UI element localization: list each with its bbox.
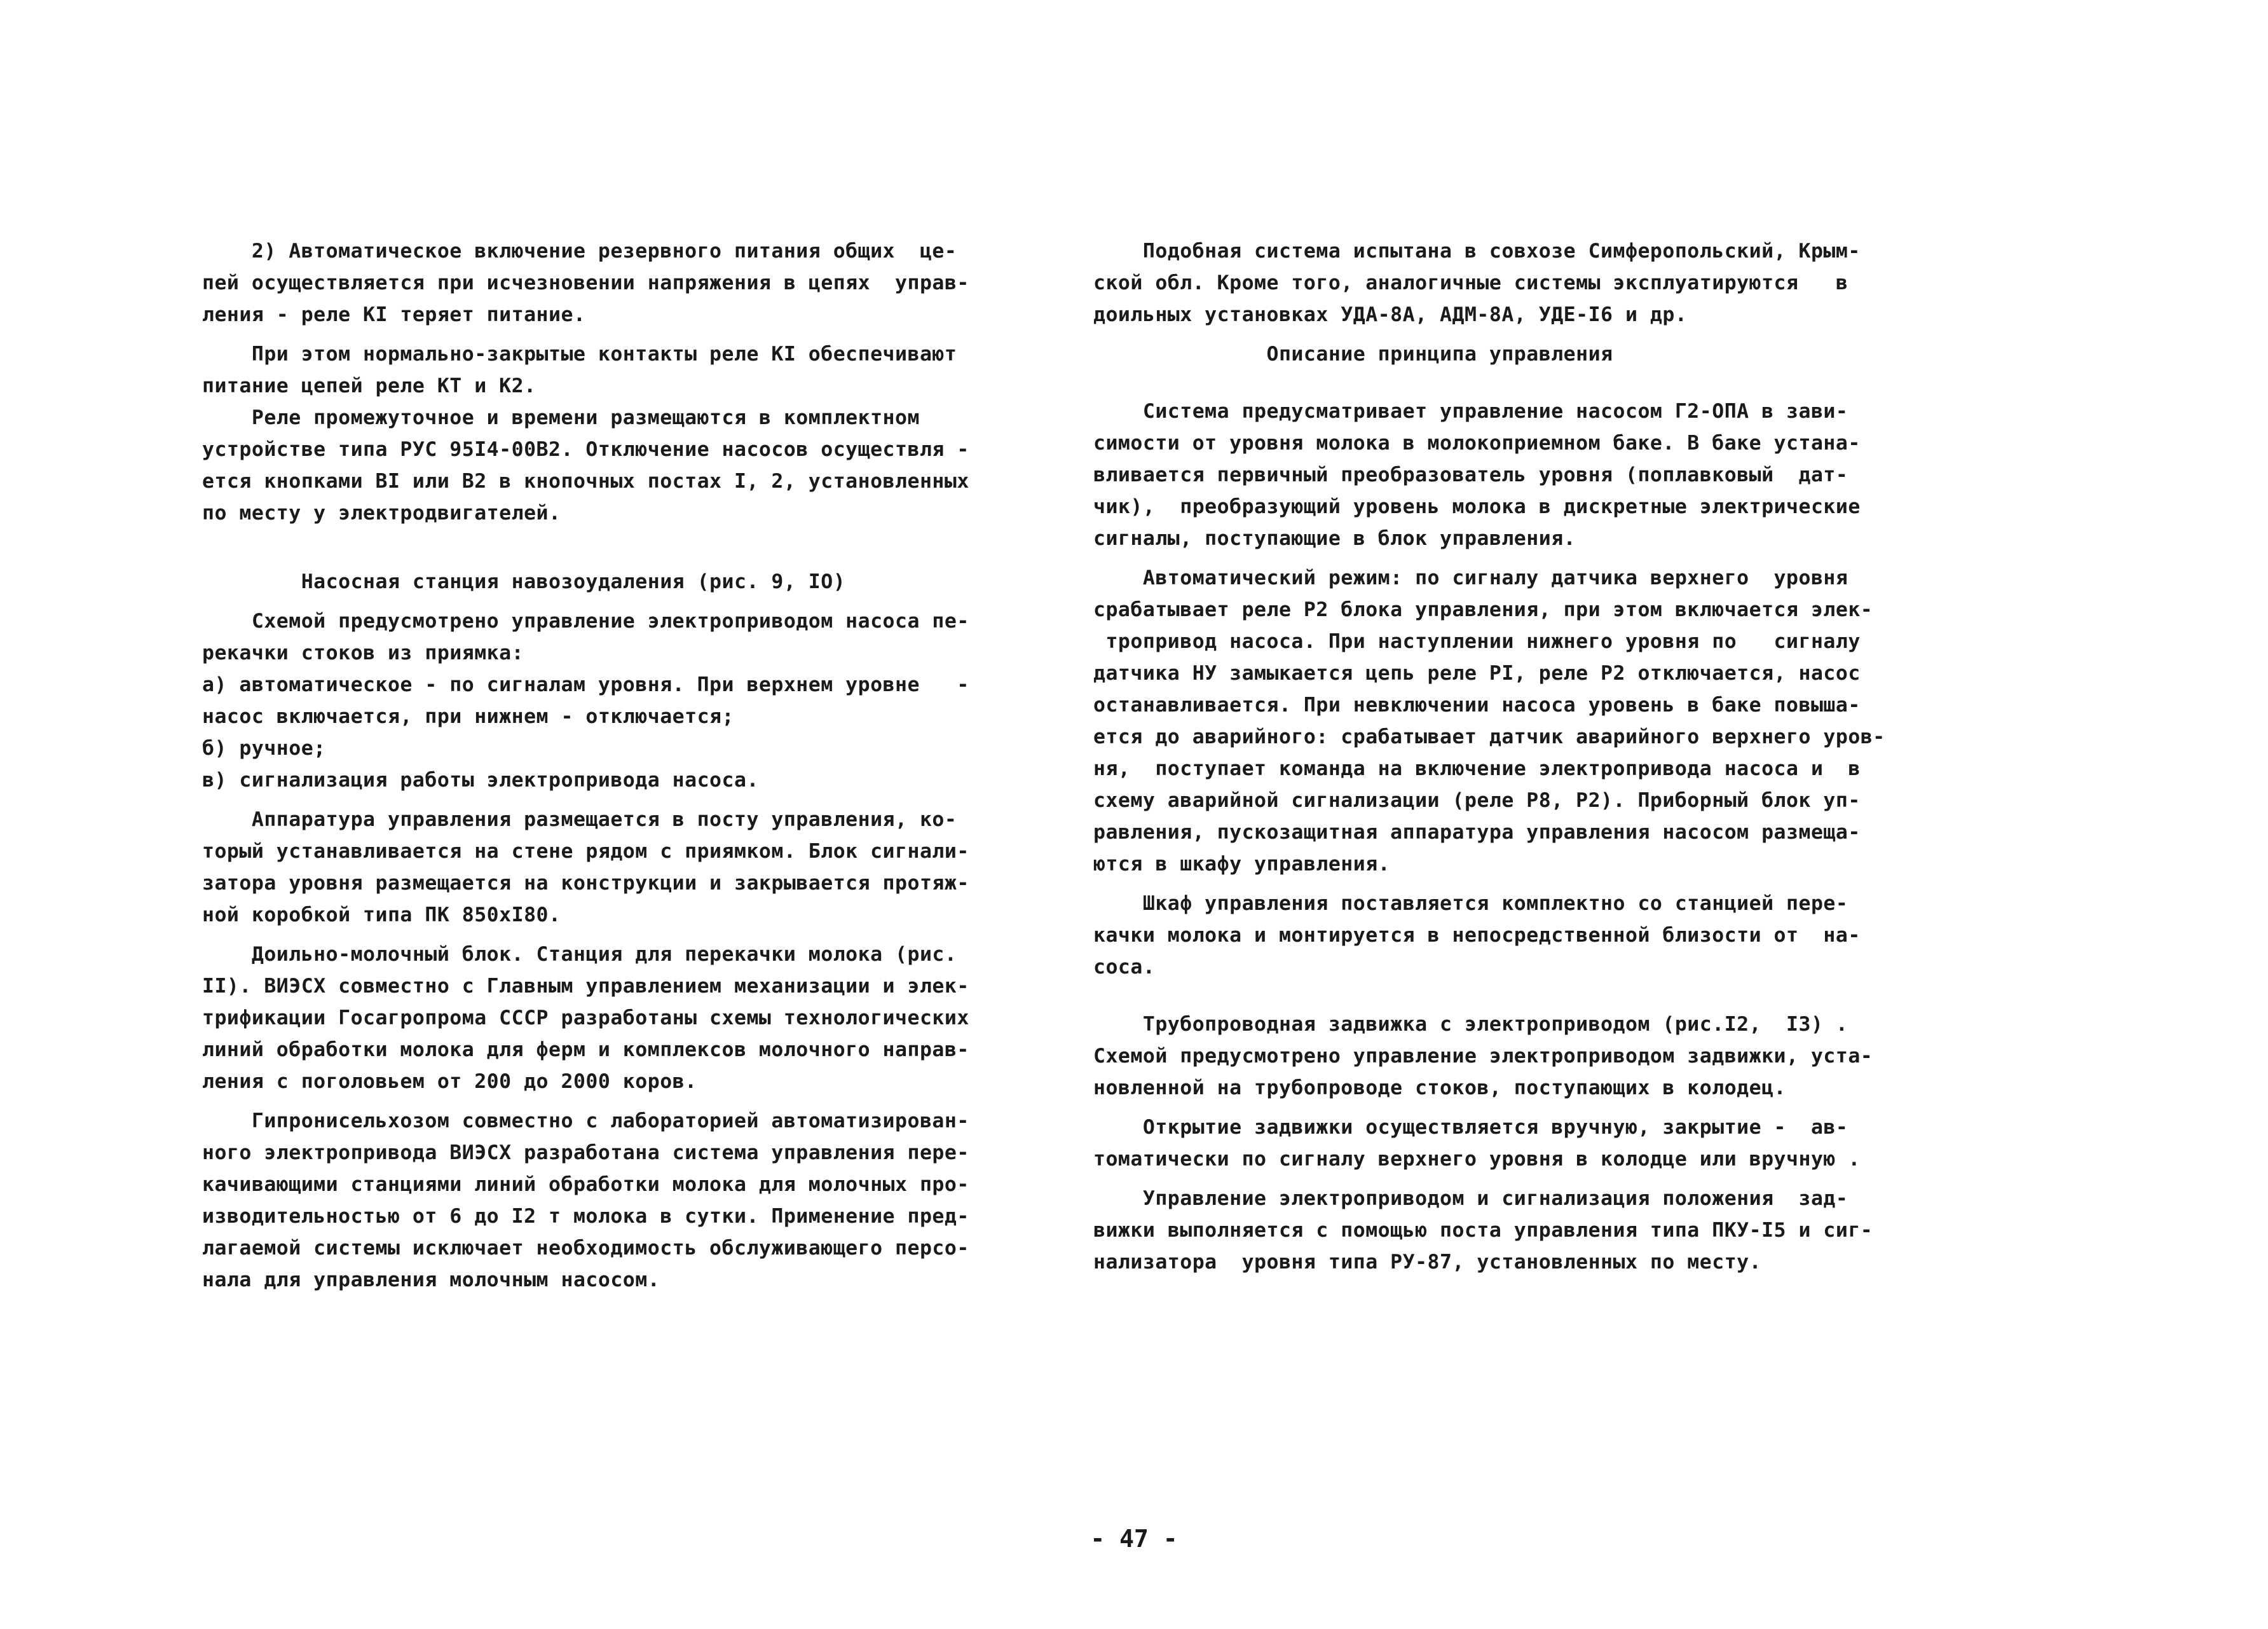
text-line: томатически по сигналу верхнего уровня в колодце или вручную . bbox=[1093, 1148, 1861, 1171]
text-line: При этом нормально-закрытые контакты реле КI обеспечивают bbox=[202, 343, 957, 366]
page-number: - 47 - bbox=[1090, 1525, 1178, 1553]
text-line: вижки выполняется с помощью поста управления типа ПКУ-I5 и сиг- bbox=[1093, 1219, 1873, 1242]
text-line: Автоматический режим: по сигналу датчика верхнего уровня bbox=[1093, 567, 1848, 589]
section-heading: Насосная станция навозоудаления (рис. 9, IO) bbox=[202, 570, 846, 593]
text-line: изводительностью от 6 до I2 т молока в сутки. Применение пред- bbox=[202, 1205, 969, 1228]
text-line: срабатывает реле Р2 блока управления, при этом включается элек- bbox=[1093, 598, 1873, 621]
text-line: ления - реле КI теряет питание. bbox=[202, 303, 586, 326]
text-line: рекачки стоков из приямка: bbox=[202, 642, 524, 664]
text-line: а) автоматическое - по сигналам уровня. При верхнем уровне - bbox=[202, 673, 969, 696]
text-line: пей осуществляется при исчезновении напряжения в цепях управ- bbox=[202, 272, 969, 294]
text-line: 2) Автоматическое включение резервного питания общих це- bbox=[202, 240, 957, 263]
text-line: сигналы, поступающие в блок управления. bbox=[1093, 527, 1576, 550]
text-line: соса. bbox=[1093, 956, 1156, 979]
text-line: ня, поступает команда на включение электропривода насоса и в bbox=[1093, 757, 1861, 780]
text-line: равления, пускозащитная аппаратура управления насосом размеща- bbox=[1093, 821, 1861, 844]
text-line: Гипронисельхозом совместно с лабораторией автоматизирован- bbox=[202, 1110, 969, 1132]
text-line: ются в шкафу управления. bbox=[1093, 853, 1391, 876]
text-line: датчика НУ замыкается цепь реле РI, реле Р2 отключается, насос bbox=[1093, 662, 1861, 685]
text-line: трификации Госагропрома СССР разработаны схемы технологических bbox=[202, 1007, 969, 1029]
text-line: ется до аварийного: срабатывает датчик аварийного верхнего уров- bbox=[1093, 725, 1885, 748]
section-heading: Описание принципа управления bbox=[1093, 343, 1613, 366]
text-line: Подобная система испытана в совхозе Симферопольский, Крым- bbox=[1093, 240, 1861, 263]
text-line: Схемой предусмотрено управление электроприводом насоса пе- bbox=[202, 610, 969, 633]
text-line: Трубопроводная задвижка с электроприводом (рис.I2, I3) . bbox=[1093, 1013, 1848, 1036]
text-line: насос включается, при нижнем - отключается; bbox=[202, 705, 734, 728]
text-line: Реле промежуточное и времени размещаются в комплектном bbox=[202, 406, 920, 429]
text-line: тропривод насоса. При наступлении нижнего уровня по сигналу bbox=[1093, 630, 1861, 653]
left-text-column bbox=[202, 235, 984, 1296]
text-line: симости от уровня молока в молокоприемном баке. В баке устана- bbox=[1093, 432, 1861, 455]
text-line: в) сигнализация работы электропривода насоса. bbox=[202, 769, 759, 792]
right-text-column bbox=[1093, 235, 1920, 1278]
text-line: Управление электроприводом и сигнализация положения зад- bbox=[1093, 1187, 1848, 1210]
text-line: доильных установках УДА-8А, АДМ-8А, УДЕ-I6 и др. bbox=[1093, 303, 1688, 326]
text-line: ления с поголовьем от 200 до 2000 коров. bbox=[202, 1070, 697, 1093]
text-line: чик), преобразующий уровень молока в дискретные электрические bbox=[1093, 495, 1861, 518]
text-line: Схемой предусмотрено управление электроприводом задвижки, уста- bbox=[1093, 1045, 1873, 1068]
text-line: качивающими станциями линий обработки молока для молочных про- bbox=[202, 1173, 969, 1196]
text-line: схему аварийной сигнализации (реле Р8, Р2). Приборный блок уп- bbox=[1093, 789, 1861, 812]
text-line: нала для управления молочным насосом. bbox=[202, 1268, 660, 1291]
text-line: вливается первичный преобразователь уровня (поплавковый дат- bbox=[1093, 464, 1848, 486]
text-line: Открытие задвижки осуществляется вручную, закрытие - ав- bbox=[1093, 1116, 1848, 1139]
text-line: затора уровня размещается на конструкции и закрывается протяж- bbox=[202, 872, 969, 895]
text-line: Аппаратура управления размещается в посту управления, ко- bbox=[202, 808, 957, 831]
text-line: по месту у электродвигателей. bbox=[202, 502, 561, 525]
text-line: останавливается. При невключении насоса уровень в баке повыша- bbox=[1093, 694, 1861, 717]
text-line: ется кнопками ВI или В2 в кнопочных постах I, 2, установленных bbox=[202, 470, 969, 493]
text-line: новленной на трубопроводе стоков, поступающих в колодец. bbox=[1093, 1076, 1787, 1099]
text-line: торый устанавливается на стене рядом с приямком. Блок сигнали- bbox=[202, 840, 969, 863]
text-line: питание цепей реле КТ и К2. bbox=[202, 375, 536, 397]
text-line: ного электропривода ВИЭСХ разработана система управления пере- bbox=[202, 1141, 969, 1164]
text-line: Шкаф управления поставляется комплектно со станцией пере- bbox=[1093, 892, 1848, 915]
text-line: б) ручное; bbox=[202, 737, 326, 760]
text-line: ской обл. Кроме того, аналогичные системы эксплуатируются в bbox=[1093, 272, 1848, 294]
text-line: устройстве типа РУС 95I4-00В2. Отключение насосов осуществля - bbox=[202, 438, 969, 461]
text-line: качки молока и монтируется в непосредственной близости от на- bbox=[1093, 924, 1861, 947]
text-line: ной коробкой типа ПК 850хI80. bbox=[202, 904, 561, 926]
text-line: Доильно-молочный блок. Станция для перекачки молока (рис. bbox=[202, 943, 957, 966]
text-line: Система предусматривает управление насосом Г2-ОПА в зави- bbox=[1093, 400, 1848, 423]
text-line: линий обработки молока для ферм и комплексов молочного направ- bbox=[202, 1038, 969, 1061]
text-line: II). ВИЭСХ совместно с Главным управлением механизации и элек- bbox=[202, 975, 969, 998]
text-line: нализатора уровня типа РУ-87, установленных по месту. bbox=[1093, 1251, 1762, 1274]
text-line: лагаемой системы исключает необходимость обслуживающего персо- bbox=[202, 1237, 969, 1260]
